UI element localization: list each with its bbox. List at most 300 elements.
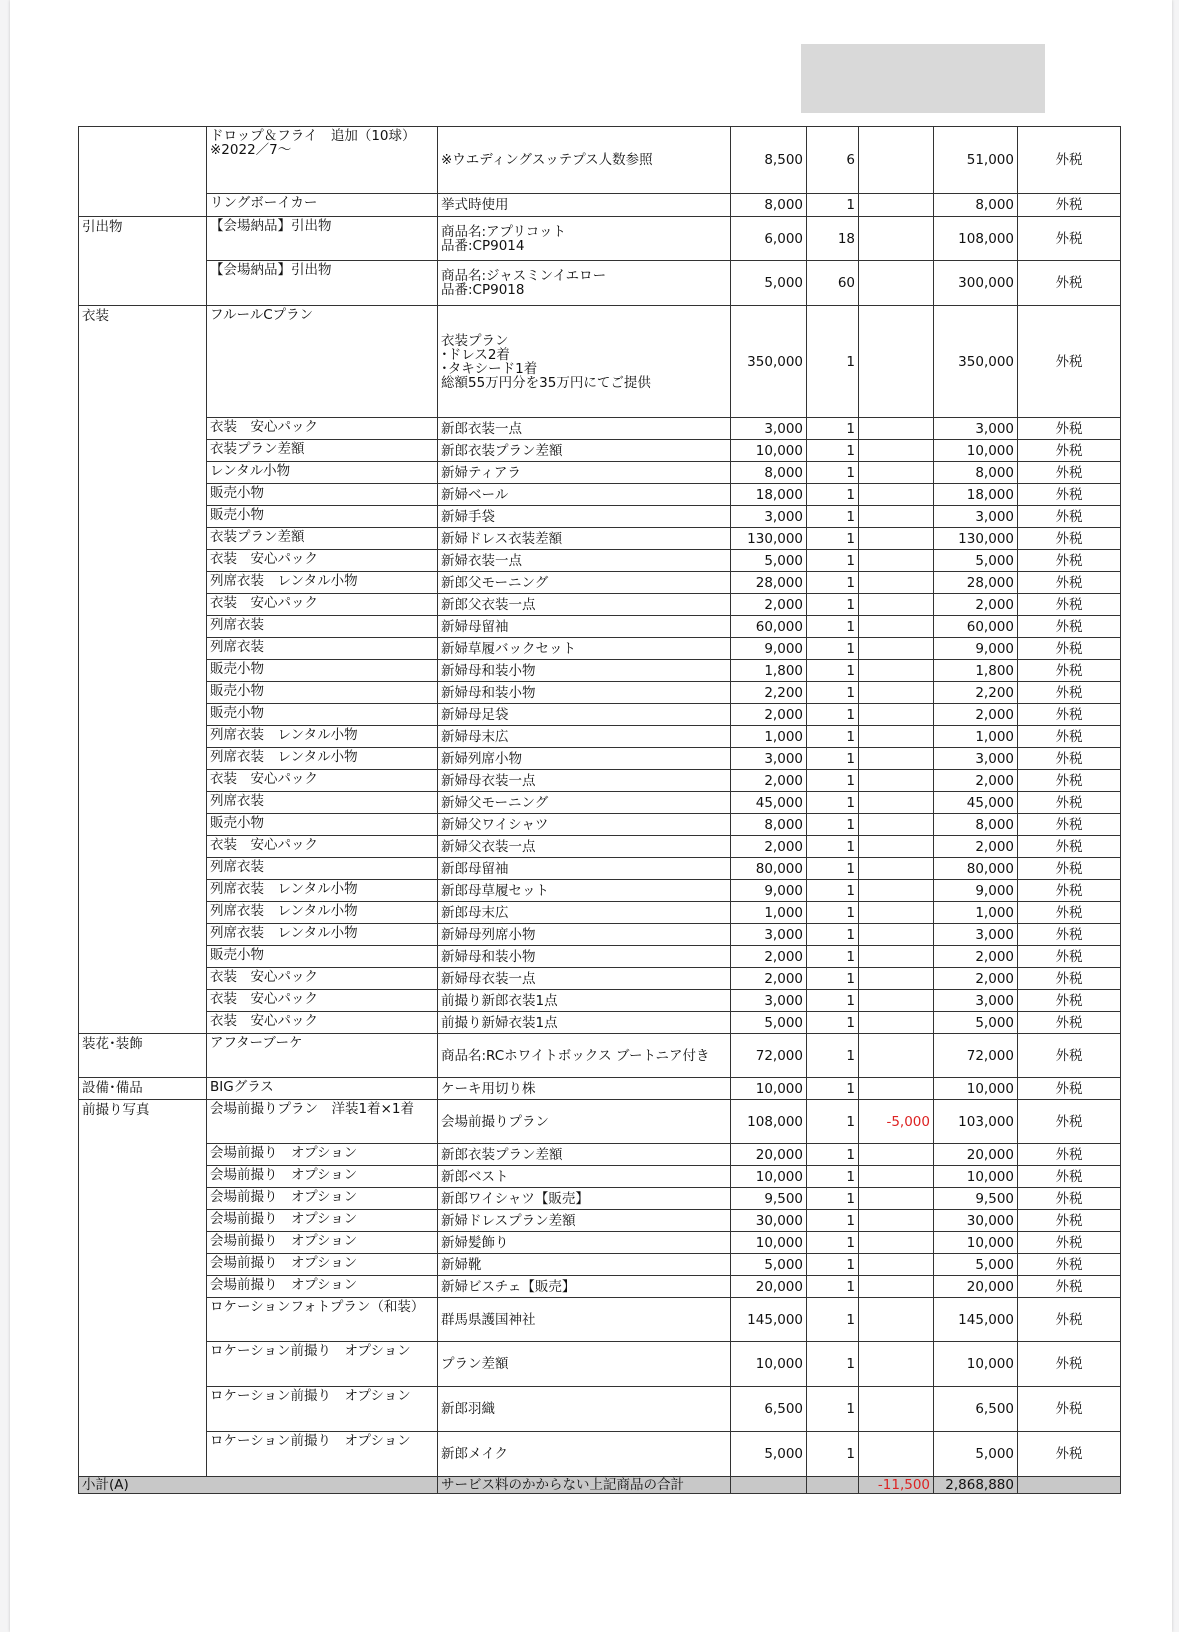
quantity-cell: 1 <box>807 1034 859 1078</box>
tax-cell: 外税 <box>1018 462 1121 484</box>
tax-cell: 外税 <box>1018 836 1121 858</box>
table-row <box>79 902 1121 924</box>
unit-price-cell: 2,000 <box>731 704 807 726</box>
unit-price-cell: 45,000 <box>731 792 807 814</box>
table-row <box>79 528 1121 550</box>
table-row <box>79 1188 1121 1210</box>
unit-price-cell: 6,500 <box>731 1387 807 1432</box>
item-cell: 会場前撮りプラン 洋装1着×1着 <box>207 1100 438 1144</box>
tax-cell: 外税 <box>1018 1432 1121 1477</box>
discount-cell <box>859 506 934 528</box>
item-cell: アフターブーケ <box>207 1034 438 1078</box>
unit-price-cell: 10,000 <box>731 1078 807 1100</box>
unit-price-cell: 3,000 <box>731 418 807 440</box>
discount-cell <box>859 1034 934 1078</box>
amount-cell: 1,000 <box>934 726 1018 748</box>
tax-cell: 外税 <box>1018 194 1121 217</box>
quantity-cell: 1 <box>807 440 859 462</box>
quantity-cell: 1 <box>807 1100 859 1144</box>
discount-cell <box>859 1078 934 1100</box>
quantity-cell: 1 <box>807 704 859 726</box>
amount-cell: 2,000 <box>934 770 1018 792</box>
unit-price-cell: 28,000 <box>731 572 807 594</box>
subtotal-empty-price <box>731 1477 807 1494</box>
subtotal-empty-tax <box>1018 1477 1121 1494</box>
discount-cell <box>859 528 934 550</box>
table-row <box>79 924 1121 946</box>
quantity-cell: 1 <box>807 638 859 660</box>
description-cell: 新郎父モーニング <box>438 572 731 594</box>
discount-cell <box>859 194 934 217</box>
unit-price-cell: 3,000 <box>731 748 807 770</box>
description-cell: 新郎衣装一点 <box>438 418 731 440</box>
quantity-cell: 1 <box>807 814 859 836</box>
amount-cell: 30,000 <box>934 1210 1018 1232</box>
item-cell: 列席衣装 <box>207 616 438 638</box>
quantity-cell: 1 <box>807 770 859 792</box>
tax-cell: 外税 <box>1018 1387 1121 1432</box>
item-cell: 衣装 安心パック <box>207 418 438 440</box>
discount-cell <box>859 1387 934 1432</box>
table-row <box>79 194 1121 217</box>
amount-cell: 10,000 <box>934 1166 1018 1188</box>
amount-cell: 350,000 <box>934 306 1018 418</box>
tax-cell: 外税 <box>1018 506 1121 528</box>
item-cell: 衣装 安心パック <box>207 836 438 858</box>
item-cell: ロケーション前撮り オプション <box>207 1342 438 1387</box>
quantity-cell: 1 <box>807 1012 859 1034</box>
table-row <box>79 484 1121 506</box>
description-cell: 新婦髪飾り <box>438 1232 731 1254</box>
quantity-cell: 1 <box>807 682 859 704</box>
table-row <box>79 127 1121 194</box>
description-cell: 衣装プラン ･ドレス2着 ･タキシード1着 総額55万円分を35万円にてご提供 <box>438 306 731 418</box>
table-row <box>79 306 1121 418</box>
tax-cell: 外税 <box>1018 1166 1121 1188</box>
table-row <box>79 814 1121 836</box>
table-row <box>79 1034 1121 1078</box>
unit-price-cell: 8,500 <box>731 127 807 194</box>
tax-cell: 外税 <box>1018 594 1121 616</box>
tax-cell: 外税 <box>1018 770 1121 792</box>
quantity-cell: 1 <box>807 1144 859 1166</box>
item-cell: 衣装 安心パック <box>207 1012 438 1034</box>
discount-cell <box>859 462 934 484</box>
quantity-cell: 1 <box>807 836 859 858</box>
tax-cell: 外税 <box>1018 660 1121 682</box>
amount-cell: 3,000 <box>934 418 1018 440</box>
amount-cell: 45,000 <box>934 792 1018 814</box>
unit-price-cell: 18,000 <box>731 484 807 506</box>
table-row <box>79 1276 1121 1298</box>
discount-cell <box>859 261 934 306</box>
quantity-cell: 1 <box>807 506 859 528</box>
description-cell: 新婦母足袋 <box>438 704 731 726</box>
table-row <box>79 1166 1121 1188</box>
quantity-cell: 1 <box>807 594 859 616</box>
item-cell: 販売小物 <box>207 660 438 682</box>
unit-price-cell: 1,000 <box>731 902 807 924</box>
discount-cell <box>859 792 934 814</box>
amount-cell: 1,800 <box>934 660 1018 682</box>
table-row <box>79 990 1121 1012</box>
table-row <box>79 616 1121 638</box>
amount-cell: 130,000 <box>934 528 1018 550</box>
table-row <box>79 594 1121 616</box>
subtotal-row <box>79 1477 1121 1494</box>
unit-price-cell: 350,000 <box>731 306 807 418</box>
unit-price-cell: 3,000 <box>731 506 807 528</box>
tax-cell: 外税 <box>1018 990 1121 1012</box>
table-row <box>79 1432 1121 1477</box>
discount-cell <box>859 748 934 770</box>
quantity-cell: 1 <box>807 1078 859 1100</box>
table-row <box>79 1012 1121 1034</box>
estimate-table-body <box>79 127 1121 1494</box>
description-cell: ケーキ用切り株 <box>438 1078 731 1100</box>
quantity-cell: 1 <box>807 1387 859 1432</box>
amount-cell: 9,500 <box>934 1188 1018 1210</box>
discount-cell <box>859 484 934 506</box>
quantity-cell: 1 <box>807 1210 859 1232</box>
discount-cell <box>859 1188 934 1210</box>
discount-cell <box>859 127 934 194</box>
tax-cell: 外税 <box>1018 1276 1121 1298</box>
description-cell: 新婦ドレス衣装差額 <box>438 528 731 550</box>
unit-price-cell: 80,000 <box>731 858 807 880</box>
amount-cell: 145,000 <box>934 1298 1018 1342</box>
tax-cell: 外税 <box>1018 484 1121 506</box>
quantity-cell: 1 <box>807 1298 859 1342</box>
table-row <box>79 858 1121 880</box>
description-cell: 新婦列席小物 <box>438 748 731 770</box>
unit-price-cell: 20,000 <box>731 1144 807 1166</box>
quantity-cell: 1 <box>807 1166 859 1188</box>
unit-price-cell: 72,000 <box>731 1034 807 1078</box>
table-row <box>79 946 1121 968</box>
item-cell: 列席衣装 レンタル小物 <box>207 880 438 902</box>
category-cell: 衣装 <box>79 306 207 1034</box>
table-row <box>79 1254 1121 1276</box>
discount-cell <box>859 1232 934 1254</box>
item-cell: 列席衣装 レンタル小物 <box>207 924 438 946</box>
amount-cell: 28,000 <box>934 572 1018 594</box>
unit-price-cell: 30,000 <box>731 1210 807 1232</box>
unit-price-cell: 8,000 <box>731 814 807 836</box>
tax-cell: 外税 <box>1018 127 1121 194</box>
unit-price-cell: 10,000 <box>731 1232 807 1254</box>
category-cell: 装花･装飾 <box>79 1034 207 1078</box>
tax-cell: 外税 <box>1018 1342 1121 1387</box>
item-cell: 会場前撮り オプション <box>207 1232 438 1254</box>
tax-cell: 外税 <box>1018 858 1121 880</box>
discount-cell: -5,000 <box>859 1100 934 1144</box>
amount-cell: 6,500 <box>934 1387 1018 1432</box>
discount-cell <box>859 594 934 616</box>
table-row <box>79 418 1121 440</box>
tax-cell: 外税 <box>1018 704 1121 726</box>
item-cell: 会場前撮り オプション <box>207 1144 438 1166</box>
amount-cell: 2,000 <box>934 594 1018 616</box>
amount-cell: 8,000 <box>934 462 1018 484</box>
discount-cell <box>859 968 934 990</box>
item-cell: ロケーション前撮り オプション <box>207 1387 438 1432</box>
quantity-cell: 1 <box>807 902 859 924</box>
item-cell: 販売小物 <box>207 682 438 704</box>
quantity-cell: 1 <box>807 924 859 946</box>
item-cell: 販売小物 <box>207 506 438 528</box>
quantity-cell: 1 <box>807 880 859 902</box>
amount-cell: 5,000 <box>934 1432 1018 1477</box>
amount-cell: 103,000 <box>934 1100 1018 1144</box>
table-row <box>79 660 1121 682</box>
amount-cell: 1,000 <box>934 902 1018 924</box>
discount-cell <box>859 814 934 836</box>
description-cell: 新婦衣装一点 <box>438 550 731 572</box>
amount-cell: 9,000 <box>934 880 1018 902</box>
item-cell: 販売小物 <box>207 814 438 836</box>
tax-cell: 外税 <box>1018 306 1121 418</box>
description-cell: 新婦母和装小物 <box>438 946 731 968</box>
amount-cell: 20,000 <box>934 1276 1018 1298</box>
item-cell: 列席衣装 レンタル小物 <box>207 748 438 770</box>
tax-cell: 外税 <box>1018 748 1121 770</box>
description-cell: 新郎メイク <box>438 1432 731 1477</box>
tax-cell: 外税 <box>1018 1100 1121 1144</box>
quantity-cell: 1 <box>807 306 859 418</box>
amount-cell: 2,000 <box>934 704 1018 726</box>
table-row <box>79 968 1121 990</box>
amount-cell: 5,000 <box>934 550 1018 572</box>
tax-cell: 外税 <box>1018 418 1121 440</box>
amount-cell: 80,000 <box>934 858 1018 880</box>
description-cell: 新婦母和装小物 <box>438 682 731 704</box>
tax-cell: 外税 <box>1018 1034 1121 1078</box>
amount-cell: 2,200 <box>934 682 1018 704</box>
item-cell: 会場前撮り オプション <box>207 1188 438 1210</box>
description-cell: 新婦母末広 <box>438 726 731 748</box>
unit-price-cell: 145,000 <box>731 1298 807 1342</box>
item-cell: 衣装プラン差額 <box>207 528 438 550</box>
table-row <box>79 1078 1121 1100</box>
item-cell: ロケーション前撮り オプション <box>207 1432 438 1477</box>
discount-cell <box>859 902 934 924</box>
amount-cell: 300,000 <box>934 261 1018 306</box>
quantity-cell: 18 <box>807 217 859 261</box>
tax-cell: 外税 <box>1018 440 1121 462</box>
table-row <box>79 704 1121 726</box>
amount-cell: 3,000 <box>934 924 1018 946</box>
document-page <box>10 0 1172 1632</box>
description-cell: 新婦草履バックセット <box>438 638 731 660</box>
estimate-table <box>78 126 1121 1494</box>
unit-price-cell: 5,000 <box>731 1432 807 1477</box>
quantity-cell: 1 <box>807 1188 859 1210</box>
table-row <box>79 1144 1121 1166</box>
tax-cell: 外税 <box>1018 1210 1121 1232</box>
discount-cell <box>859 704 934 726</box>
unit-price-cell: 60,000 <box>731 616 807 638</box>
unit-price-cell: 9,000 <box>731 880 807 902</box>
description-cell: 新婦靴 <box>438 1254 731 1276</box>
amount-cell: 10,000 <box>934 1232 1018 1254</box>
discount-cell <box>859 660 934 682</box>
description-cell: 新婦母列席小物 <box>438 924 731 946</box>
table-row <box>79 1232 1121 1254</box>
item-cell: 【会場納品】引出物 <box>207 217 438 261</box>
amount-cell: 5,000 <box>934 1254 1018 1276</box>
quantity-cell: 1 <box>807 748 859 770</box>
item-cell: 会場前撮り オプション <box>207 1276 438 1298</box>
unit-price-cell: 10,000 <box>731 1166 807 1188</box>
description-cell: 商品名:アプリコット 品番:CP9014 <box>438 217 731 261</box>
description-cell: 前撮り新郎衣装1点 <box>438 990 731 1012</box>
amount-cell: 18,000 <box>934 484 1018 506</box>
unit-price-cell: 2,200 <box>731 682 807 704</box>
description-cell: 新婦ベール <box>438 484 731 506</box>
discount-cell <box>859 1144 934 1166</box>
discount-cell <box>859 638 934 660</box>
amount-cell: 3,000 <box>934 990 1018 1012</box>
quantity-cell: 1 <box>807 946 859 968</box>
description-cell: 新婦ドレスプラン差額 <box>438 1210 731 1232</box>
description-cell: 新郎ワイシャツ【販売】 <box>438 1188 731 1210</box>
unit-price-cell: 5,000 <box>731 1254 807 1276</box>
description-cell: 新郎母末広 <box>438 902 731 924</box>
item-cell: 衣装 安心パック <box>207 770 438 792</box>
unit-price-cell: 2,000 <box>731 770 807 792</box>
unit-price-cell: 2,000 <box>731 946 807 968</box>
table-row <box>79 682 1121 704</box>
quantity-cell: 1 <box>807 462 859 484</box>
description-cell: 新郎羽織 <box>438 1387 731 1432</box>
discount-cell <box>859 1210 934 1232</box>
discount-cell <box>859 1342 934 1387</box>
amount-cell: 2,000 <box>934 836 1018 858</box>
item-cell: レンタル小物 <box>207 462 438 484</box>
table-row <box>79 792 1121 814</box>
redacted-area <box>801 44 1045 113</box>
amount-cell: 10,000 <box>934 440 1018 462</box>
quantity-cell: 1 <box>807 726 859 748</box>
amount-cell: 5,000 <box>934 1012 1018 1034</box>
item-cell: 会場前撮り オプション <box>207 1254 438 1276</box>
tax-cell: 外税 <box>1018 924 1121 946</box>
quantity-cell: 1 <box>807 660 859 682</box>
unit-price-cell: 9,000 <box>731 638 807 660</box>
discount-cell <box>859 880 934 902</box>
unit-price-cell: 1,800 <box>731 660 807 682</box>
table-row <box>79 1342 1121 1387</box>
tax-cell: 外税 <box>1018 880 1121 902</box>
amount-cell: 60,000 <box>934 616 1018 638</box>
quantity-cell: 1 <box>807 194 859 217</box>
item-cell: リングボーイカー <box>207 194 438 217</box>
item-cell: BIGグラス <box>207 1078 438 1100</box>
description-cell: 新婦母和装小物 <box>438 660 731 682</box>
quantity-cell: 1 <box>807 990 859 1012</box>
description-cell: 新婦母留袖 <box>438 616 731 638</box>
description-cell: 新婦母衣装一点 <box>438 968 731 990</box>
unit-price-cell: 130,000 <box>731 528 807 550</box>
category-cell: 前撮り写真 <box>79 1100 207 1477</box>
amount-cell: 51,000 <box>934 127 1018 194</box>
unit-price-cell: 8,000 <box>731 462 807 484</box>
amount-cell: 108,000 <box>934 217 1018 261</box>
discount-cell <box>859 990 934 1012</box>
quantity-cell: 1 <box>807 968 859 990</box>
description-cell: 新婦ビスチェ【販売】 <box>438 1276 731 1298</box>
unit-price-cell: 6,000 <box>731 217 807 261</box>
unit-price-cell: 3,000 <box>731 924 807 946</box>
tax-cell: 外税 <box>1018 1254 1121 1276</box>
tax-cell: 外税 <box>1018 902 1121 924</box>
item-cell: 会場前撮り オプション <box>207 1166 438 1188</box>
tax-cell: 外税 <box>1018 814 1121 836</box>
item-cell: 列席衣装 レンタル小物 <box>207 726 438 748</box>
table-row <box>79 1298 1121 1342</box>
item-cell: 販売小物 <box>207 704 438 726</box>
unit-price-cell: 5,000 <box>731 261 807 306</box>
table-row <box>79 748 1121 770</box>
tax-cell: 外税 <box>1018 550 1121 572</box>
unit-price-cell: 2,000 <box>731 836 807 858</box>
discount-cell <box>859 1166 934 1188</box>
discount-cell <box>859 418 934 440</box>
description-cell: 新婦母衣装一点 <box>438 770 731 792</box>
subtotal-empty-qty <box>807 1477 859 1494</box>
unit-price-cell: 2,000 <box>731 968 807 990</box>
discount-cell <box>859 572 934 594</box>
tax-cell: 外税 <box>1018 946 1121 968</box>
discount-cell <box>859 946 934 968</box>
item-cell: 販売小物 <box>207 484 438 506</box>
quantity-cell: 1 <box>807 418 859 440</box>
discount-cell <box>859 682 934 704</box>
tax-cell: 外税 <box>1018 261 1121 306</box>
item-cell: 列席衣装 <box>207 638 438 660</box>
tax-cell: 外税 <box>1018 572 1121 594</box>
subtotal-amount: 2,868,880 <box>934 1477 1018 1494</box>
description-cell: 新郎衣装プラン差額 <box>438 1144 731 1166</box>
table-row <box>79 506 1121 528</box>
description-cell: 新婦父衣装一点 <box>438 836 731 858</box>
discount-cell <box>859 550 934 572</box>
tax-cell: 外税 <box>1018 1188 1121 1210</box>
unit-price-cell: 5,000 <box>731 550 807 572</box>
category-cell: 設備･備品 <box>79 1078 207 1100</box>
description-cell: 会場前撮りプラン <box>438 1100 731 1144</box>
table-row <box>79 217 1121 261</box>
discount-cell <box>859 924 934 946</box>
tax-cell: 外税 <box>1018 616 1121 638</box>
tax-cell: 外税 <box>1018 726 1121 748</box>
amount-cell: 10,000 <box>934 1342 1018 1387</box>
quantity-cell: 1 <box>807 616 859 638</box>
description-cell: 挙式時使用 <box>438 194 731 217</box>
tax-cell: 外税 <box>1018 1298 1121 1342</box>
amount-cell: 9,000 <box>934 638 1018 660</box>
quantity-cell: 1 <box>807 484 859 506</box>
description-cell: 新婦父モーニング <box>438 792 731 814</box>
description-cell: ※ウエディングスッテプス人数参照 <box>438 127 731 194</box>
item-cell: 会場前撮り オプション <box>207 1210 438 1232</box>
discount-cell <box>859 306 934 418</box>
quantity-cell: 1 <box>807 792 859 814</box>
item-cell: 列席衣装 レンタル小物 <box>207 902 438 924</box>
description-cell: 新郎母留袖 <box>438 858 731 880</box>
item-cell: ロケーションフォトプラン（和装） <box>207 1298 438 1342</box>
